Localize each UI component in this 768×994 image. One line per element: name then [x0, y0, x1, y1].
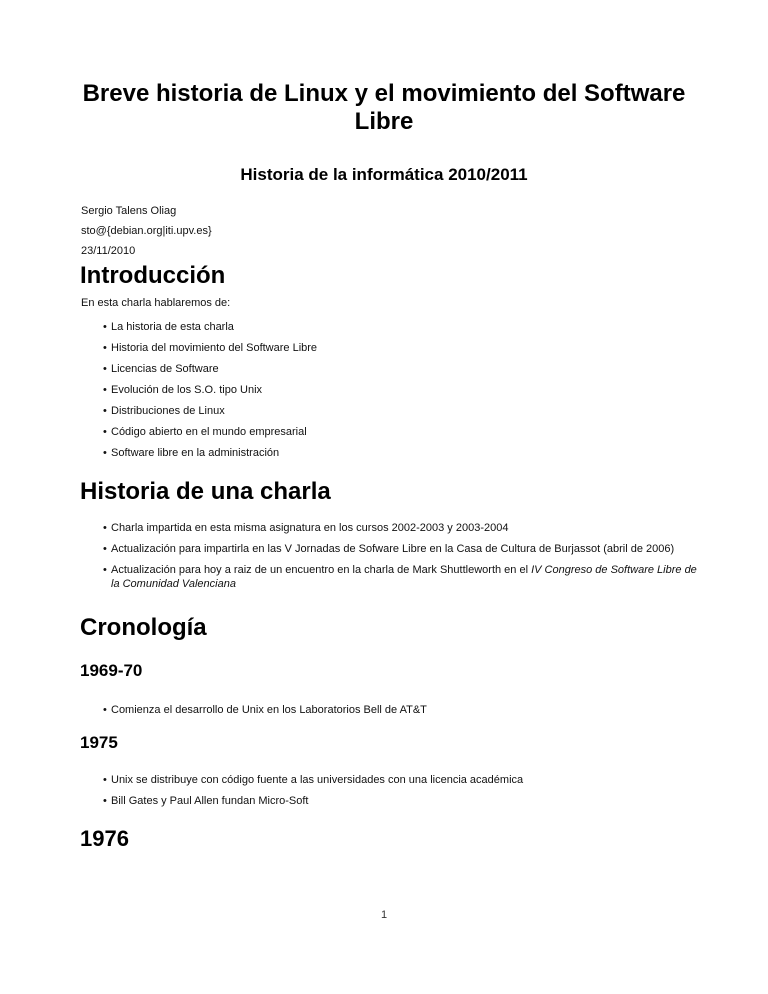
year-list: [103, 773, 703, 815]
list-item: • Actualización para impartirla en las V Jornadas de Sofware Libre en la Casa de Cultura de Burjassot (abril de 2006): [103, 542, 703, 556]
intro-list: [103, 320, 703, 467]
year-heading: 1969-70: [80, 661, 143, 680]
list-item: • Software libre en la administración: [103, 446, 703, 460]
list-item: • Charla impartida en esta misma asignatura en los cursos 2002-2003 y 2003-2004: [103, 521, 703, 535]
list-item: • Distribuciones de Linux: [103, 404, 703, 418]
list-item: • Bill Gates y Paul Allen fundan Micro-Soft: [103, 794, 703, 808]
year-heading: 1976: [80, 826, 129, 851]
document-subtitle: Historia de la informática 2010/2011: [240, 165, 528, 184]
intro-text: En esta charla hablaremos de:: [81, 297, 231, 309]
date: 23/11/2010: [81, 245, 136, 257]
congress-name: IV Congreso de Software Libre de la Comunidad Valenciana: [111, 564, 697, 590]
heading-historia: Historia de una charla: [80, 478, 331, 505]
list-item: • La historia de esta charla: [103, 320, 703, 334]
document-title: Breve historia de Linux y el movimiento del Software Libre: [82, 80, 686, 135]
historia-list: [103, 521, 703, 598]
heading-introduccion: Introducción: [80, 262, 226, 289]
list-item: • Historia del movimiento del Software Libre: [103, 341, 703, 355]
list-item: • Unix se distribuye con código fuente a las universidades con una licencia académica: [103, 773, 703, 787]
page-number: 1: [380, 909, 388, 921]
item-text: Actualización para hoy a raiz de un encuentro en la charla de Mark Shuttleworth en el: [111, 564, 532, 576]
email: sto@{debian.org|iti.upv.es}: [81, 225, 212, 237]
year-heading: 1975: [80, 733, 118, 752]
list-item: • Comienza el desarrollo de Unix en los Laboratorios Bell de AT&T: [103, 703, 703, 717]
author: Sergio Talens Oliag: [81, 205, 177, 217]
heading-cronologia: Cronología: [80, 614, 207, 641]
list-item: • Licencias de Software: [103, 362, 703, 376]
list-item: [103, 563, 703, 591]
year-list: [103, 703, 703, 724]
list-item: • Evolución de los S.O. tipo Unix: [103, 383, 703, 397]
list-item: • Código abierto en el mundo empresarial: [103, 425, 703, 439]
